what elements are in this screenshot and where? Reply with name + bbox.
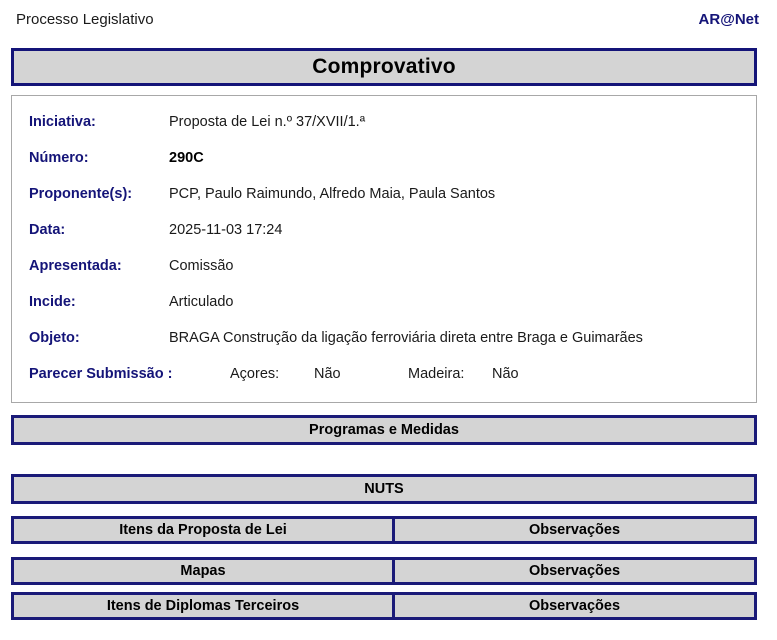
nuts-label: NUTS — [364, 481, 404, 497]
initiative-details-panel — [11, 95, 757, 403]
programas-e-medidas-button[interactable] — [11, 415, 757, 445]
observacoes-itens-proposta-button[interactable] — [395, 519, 754, 541]
observacoes-diplomas-terceiros-label: Observações — [528, 598, 621, 614]
itens-da-proposta-de-lei-button[interactable] — [14, 519, 395, 541]
detail-value-incide: Articulado — [169, 294, 234, 310]
detail-value-data: 2025-11-03 17:24 — [169, 222, 283, 238]
parecer-madeira-label: Madeira: — [408, 366, 465, 382]
observacoes-mapas-button[interactable] — [395, 560, 754, 582]
detail-row-objeto — [12, 320, 756, 356]
detail-row-numero — [12, 140, 756, 176]
detail-label-parecer-submissao: Parecer Submissão : — [29, 366, 173, 382]
detail-value-numero: 290C — [169, 150, 204, 166]
detail-value-iniciativa: Proposta de Lei n.º 37/XVII/1.ª — [169, 114, 366, 130]
detail-row-parecer-submissao — [12, 356, 756, 392]
arnet-brand-logo: AR@Net — [698, 11, 759, 28]
itens-da-proposta-de-lei-label: Itens da Proposta de Lei — [119, 522, 287, 538]
nuts-button[interactable] — [11, 474, 757, 504]
detail-label-numero: Número: — [29, 150, 89, 166]
detail-value-apresentada: Comissão — [169, 258, 234, 274]
detail-row-iniciativa — [12, 104, 756, 140]
detail-label-proponentes: Proponente(s): — [29, 186, 133, 202]
section-row-itens-diplomas-terceiros — [11, 592, 757, 620]
observacoes-itens-proposta-label: Observações — [528, 522, 621, 538]
detail-row-incide — [12, 284, 756, 320]
detail-value-objeto: BRAGA Construção da ligação ferroviária direta entre Braga e Guimarães — [169, 330, 643, 346]
detail-row-apresentada — [12, 248, 756, 284]
mapas-button[interactable] — [14, 560, 395, 582]
parecer-acores-label: Açores: — [230, 366, 280, 382]
detail-label-data: Data: — [29, 222, 66, 238]
section-row-itens-proposta — [11, 516, 757, 544]
parecer-madeira-value: Não — [492, 366, 519, 382]
detail-row-data — [12, 212, 756, 248]
page-title: Comprovativo — [312, 55, 456, 78]
itens-de-diplomas-terceiros-button[interactable] — [14, 595, 395, 617]
observacoes-diplomas-terceiros-button[interactable] — [395, 595, 754, 617]
parecer-acores-value: Não — [314, 366, 341, 382]
detail-rows — [12, 104, 756, 392]
detail-row-proponentes — [12, 176, 756, 212]
page-title-bar — [11, 48, 757, 86]
detail-label-incide: Incide: — [29, 294, 76, 310]
detail-label-apresentada: Apresentada: — [29, 258, 122, 274]
programas-e-medidas-label: Programas e Medidas — [309, 422, 459, 438]
detail-label-iniciativa: Iniciativa: — [29, 114, 96, 130]
observacoes-mapas-label: Observações — [528, 563, 621, 579]
page-header — [0, 0, 777, 40]
section-row-mapas — [11, 557, 757, 585]
itens-de-diplomas-terceiros-label: Itens de Diplomas Terceiros — [106, 598, 300, 614]
detail-value-proponentes: PCP, Paulo Raimundo, Alfredo Maia, Paula Santos — [169, 186, 496, 202]
app-section-label: Processo Legislativo — [16, 11, 154, 28]
mapas-label: Mapas — [180, 563, 226, 579]
detail-label-objeto: Objeto: — [29, 330, 80, 346]
